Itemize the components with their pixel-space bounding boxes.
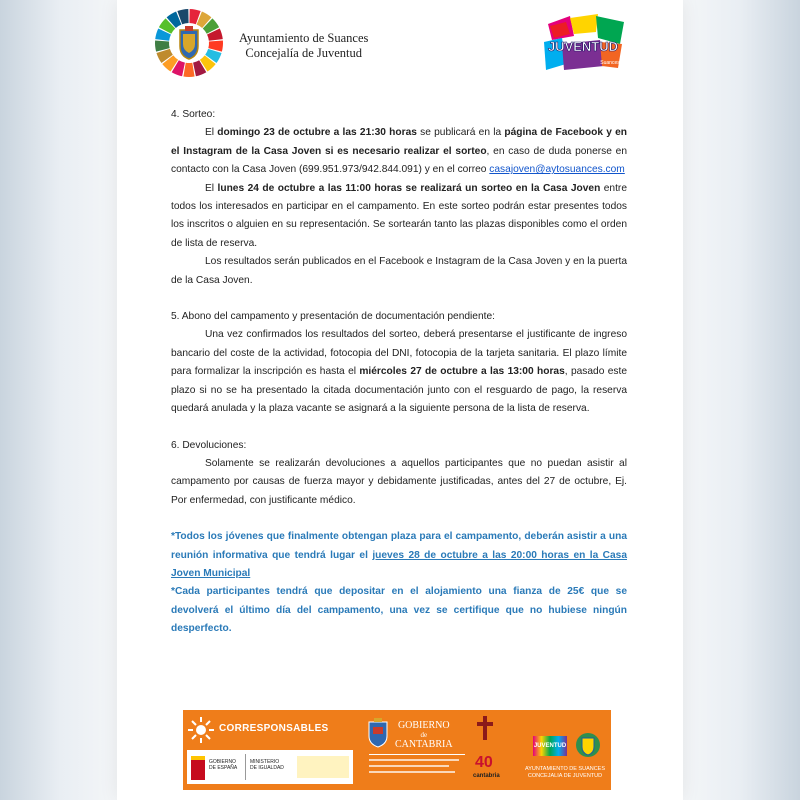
- text-run: Una vez confirmados los resultados del sorteo, deberá presentarse el justificante de ingreso bancario del coste de la actividad, fotocopia del DNI, fotocopia de la tarjeta sanitaria. El plazo límite para formalizar la inscripción es hasta el: [171, 329, 627, 378]
- corresponsables-icon: [187, 716, 215, 744]
- forty-logo: 40: [475, 754, 493, 771]
- label-line: CANTABRIA: [395, 739, 453, 750]
- text-run: entre todos los interesados en participar en el campamento. En este sorteo podrán estar presentes todos los inscritos o alguien en su representación. Se sortearán tanto las plazas disponibles como el orden de lista de reserva.: [171, 182, 627, 249]
- section-6-title: 6. Devoluciones:: [171, 439, 247, 451]
- label-line: DE ESPAÑA: [209, 765, 238, 771]
- ministerio-label: [250, 759, 284, 771]
- note-meeting: [171, 528, 627, 583]
- underlined-run: jueves 28 de octubre a las 20:00 horas en la Casa Joven Municipal: [171, 549, 627, 579]
- label-line: AYUNTAMIENTO DE SUANCES: [524, 766, 606, 772]
- bold-run: miércoles 27 de octubre a las 13:00 horas: [359, 366, 565, 378]
- cantabria-crest-icon: [367, 718, 389, 748]
- header-organization: [239, 31, 368, 61]
- juventud-small-text: JUVENTUD: [533, 743, 567, 749]
- section-4-title: 4. Sorteo:: [171, 109, 216, 120]
- text-run: se publicará en la: [416, 127, 505, 139]
- section-6-paragraph-1: Solamente se realizarán devoluciones a aquellos participantes que no puedan asistir al campamento por causas de fuerza mayor y debidamente justificadas, antes del 27 de octubre, Ej. Por enfermedad, con justificante médico.: [171, 457, 627, 506]
- document-page: [117, 0, 683, 800]
- text-run: El: [205, 182, 218, 194]
- section-5-title: 5. Abono del campamento y presentación de documentación pendiente:: [171, 311, 495, 323]
- spain-crest-icon: [191, 756, 205, 780]
- section-4-paragraph-1: [171, 124, 627, 179]
- bold-run: lunes 24 de octubre a las 11:00 horas se realizará un sorteo en la Casa Joven: [217, 182, 601, 194]
- bold-run: página de Facebook y en el Instagram de la Casa Joven si es necesario realizar el sorteo: [171, 127, 628, 157]
- gobierno-cantabria-label: [395, 720, 453, 750]
- gobierno-espana-label: [209, 759, 237, 771]
- text-run: *Todos los jóvenes que finalmente obtengan plaza para el campamento, deberán asistir a una reunión informativa que tendrá lugar el: [171, 531, 627, 561]
- gobierno-espana-strip: [187, 750, 353, 784]
- sponsors-banner: [183, 710, 611, 790]
- text-run: , en caso de duda ponerse en contacto con la Casa Joven (699.951.973/942.844.091) y en el correo: [171, 145, 627, 176]
- cross-icon: [477, 716, 493, 740]
- juventud-logo: [540, 14, 626, 72]
- sdg-wheel-crest-logo: [154, 8, 224, 78]
- text-run: , pasado este plazo si no se ha presentado la citada documentación junto con el resguardo de pago, la reserva quedará anulada y la plaza vacante se asignará a la siguiente persona de la lista de reserva.: [171, 366, 627, 415]
- label-line: CONCEJALIA DE JUVENTUD: [527, 773, 603, 779]
- label-line: GOBIERNO: [397, 720, 450, 731]
- sdg-wheel-segment: [183, 63, 194, 77]
- section-5-paragraph-1: [171, 326, 627, 418]
- org-name: Ayuntamiento de Suances: [239, 31, 369, 45]
- juventud-logo-sub: Suances: [600, 60, 620, 66]
- section-4-paragraph-3: Los resultados serán publicados en el Facebook e Instagram de la Casa Joven y en la puerta de la Casa Joven.: [171, 256, 627, 286]
- label-line: GOBIERNO: [209, 759, 236, 765]
- text-run: El: [205, 127, 218, 139]
- label-line: MINISTERIO: [250, 759, 280, 765]
- section-4-paragraph-2: [171, 180, 627, 254]
- org-department: Concejalía de Juventud: [245, 46, 363, 60]
- email-link[interactable]: casajoven@aytosuances.com: [489, 164, 625, 176]
- label-line: DE IGUALDAD: [250, 765, 284, 771]
- bold-run: domingo 23 de octubre a las 21:30 horas: [217, 127, 417, 139]
- corresponsables-label: CORRESPONSABLES: [219, 723, 329, 734]
- ayuntamiento-footer-label: [523, 766, 607, 780]
- secretaria-box: [297, 756, 349, 778]
- juventud-small-logo: [533, 736, 567, 756]
- consejeria-lines: [369, 754, 465, 781]
- document-body: [171, 106, 627, 639]
- cantabria-small-label: cantabria: [473, 773, 500, 779]
- note-deposit: *Cada participantes tendrá que depositar en el alojamiento una fianza de 25€ que se devolverá el último día del campamento, una vez se certifique que no hubiese ningún desperfecto.: [171, 586, 627, 635]
- label-line: de: [420, 731, 428, 739]
- juventud-logo-text: JUVENTUD: [547, 39, 619, 54]
- suances-crest-icon: [575, 730, 601, 760]
